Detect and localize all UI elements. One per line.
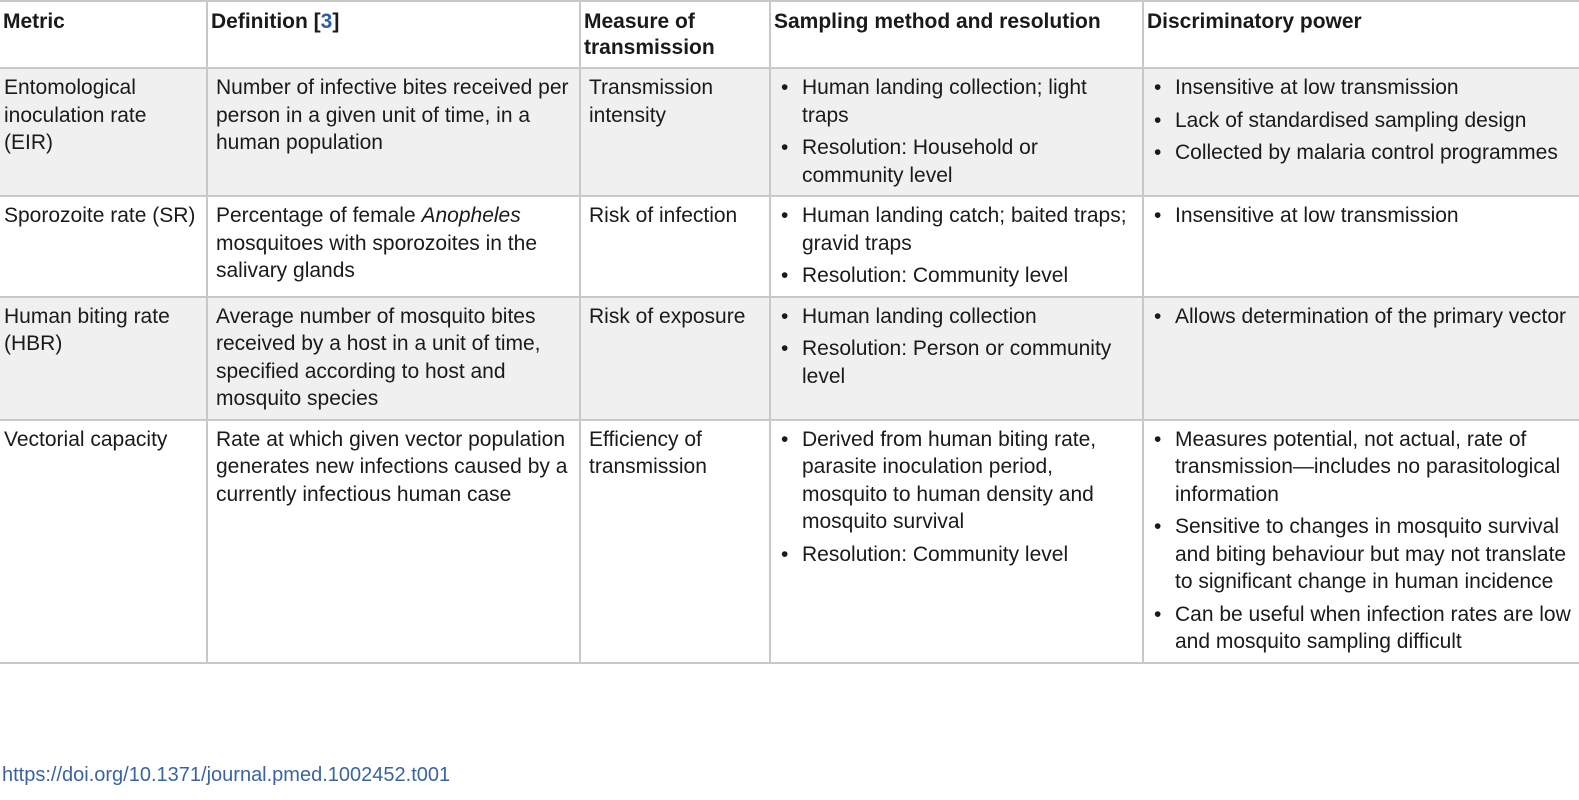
cell-measure: Efficiency of transmission bbox=[580, 420, 770, 663]
header-definition-label: Definition [ bbox=[211, 10, 321, 33]
cell-sampling bbox=[770, 297, 1143, 420]
cell-measure: Risk of exposure bbox=[580, 297, 770, 420]
list-item: • Insensitive at low transmission bbox=[1148, 202, 1573, 230]
table-row bbox=[0, 297, 1579, 420]
list-item: • Human landing collection bbox=[775, 303, 1136, 331]
list-item: • Allows determination of the primary vector bbox=[1148, 303, 1573, 331]
sampling-list bbox=[775, 202, 1136, 290]
species-name: Anopheles bbox=[421, 204, 521, 227]
cell-measure: Risk of infection bbox=[580, 196, 770, 297]
cell-definition: Average number of mosquito bites received by a host in a unit of time, specified according to host and mosquito species bbox=[207, 297, 580, 420]
power-list bbox=[1148, 426, 1573, 656]
table-row bbox=[0, 420, 1579, 663]
cell-sampling bbox=[770, 420, 1143, 663]
cell-power bbox=[1143, 196, 1579, 297]
table-header-row bbox=[0, 1, 1579, 68]
table-row bbox=[0, 196, 1579, 297]
cell-measure: Transmission intensity bbox=[580, 68, 770, 196]
header-definition-close: ] bbox=[332, 10, 340, 33]
cell-metric: Human biting rate (HBR) bbox=[4, 304, 170, 355]
cell-power bbox=[1143, 68, 1579, 196]
list-item: • Resolution: Household or community level bbox=[775, 134, 1136, 189]
sampling-list bbox=[775, 74, 1136, 189]
doi-link[interactable]: https://doi.org/10.1371/journal.pmed.1002452.t001 bbox=[2, 764, 451, 786]
list-item: • Resolution: Community level bbox=[775, 262, 1136, 290]
header-metric: Metric bbox=[3, 10, 65, 33]
list-item: • Derived from human biting rate, parasite inoculation period, mosquito to human density and mosquito survival bbox=[775, 426, 1136, 536]
cell-definition: Number of infective bites received per person in a given unit of time, in a human population bbox=[207, 68, 580, 196]
definition-text: Percentage of female bbox=[216, 204, 422, 227]
list-item: • Can be useful when infection rates are low and mosquito sampling difficult bbox=[1148, 601, 1573, 656]
cell-metric: Vectorial capacity bbox=[4, 427, 168, 451]
list-item: • Insensitive at low transmission bbox=[1148, 74, 1573, 102]
definition-text: mosquitoes with sporozoites in the salivary glands bbox=[216, 231, 537, 282]
list-item: • Measures potential, not actual, rate of transmission—includes no parasitological information bbox=[1148, 426, 1573, 509]
table-row bbox=[0, 68, 1579, 196]
cell-metric: Sporozoite rate (SR) bbox=[4, 204, 196, 227]
list-item: • Resolution: Person or community level bbox=[775, 335, 1136, 390]
cell-power bbox=[1143, 297, 1579, 420]
header-sampling: Sampling method and resolution bbox=[770, 1, 1143, 68]
cell-sampling bbox=[770, 68, 1143, 196]
cell-definition bbox=[207, 196, 580, 297]
list-item: • Lack of standardised sampling design bbox=[1148, 107, 1573, 135]
cell-definition: Rate at which given vector population generates new infections caused by a currently infectious human case bbox=[207, 420, 580, 663]
header-definition bbox=[207, 1, 580, 68]
list-item: • Human landing catch; baited traps; gravid traps bbox=[775, 202, 1136, 257]
list-item: • Sensitive to changes in mosquito survival and biting behaviour but may not translate to significant change in human incidence bbox=[1148, 513, 1573, 596]
header-power: Discriminatory power bbox=[1143, 1, 1579, 68]
sampling-list bbox=[775, 426, 1136, 569]
header-measure: Measure of transmission bbox=[580, 1, 770, 68]
list-item: • Collected by malaria control programmes bbox=[1148, 139, 1573, 167]
power-list bbox=[1148, 202, 1573, 230]
power-list bbox=[1148, 303, 1573, 331]
list-item: • Human landing collection; light traps bbox=[775, 74, 1136, 129]
cell-sampling bbox=[770, 196, 1143, 297]
cell-metric: Entomological inoculation rate (EIR) bbox=[4, 76, 147, 154]
list-item: • Resolution: Community level bbox=[775, 541, 1136, 569]
reference-link[interactable]: 3 bbox=[320, 10, 333, 33]
sampling-list bbox=[775, 303, 1136, 391]
cell-power bbox=[1143, 420, 1579, 663]
power-list bbox=[1148, 74, 1573, 167]
